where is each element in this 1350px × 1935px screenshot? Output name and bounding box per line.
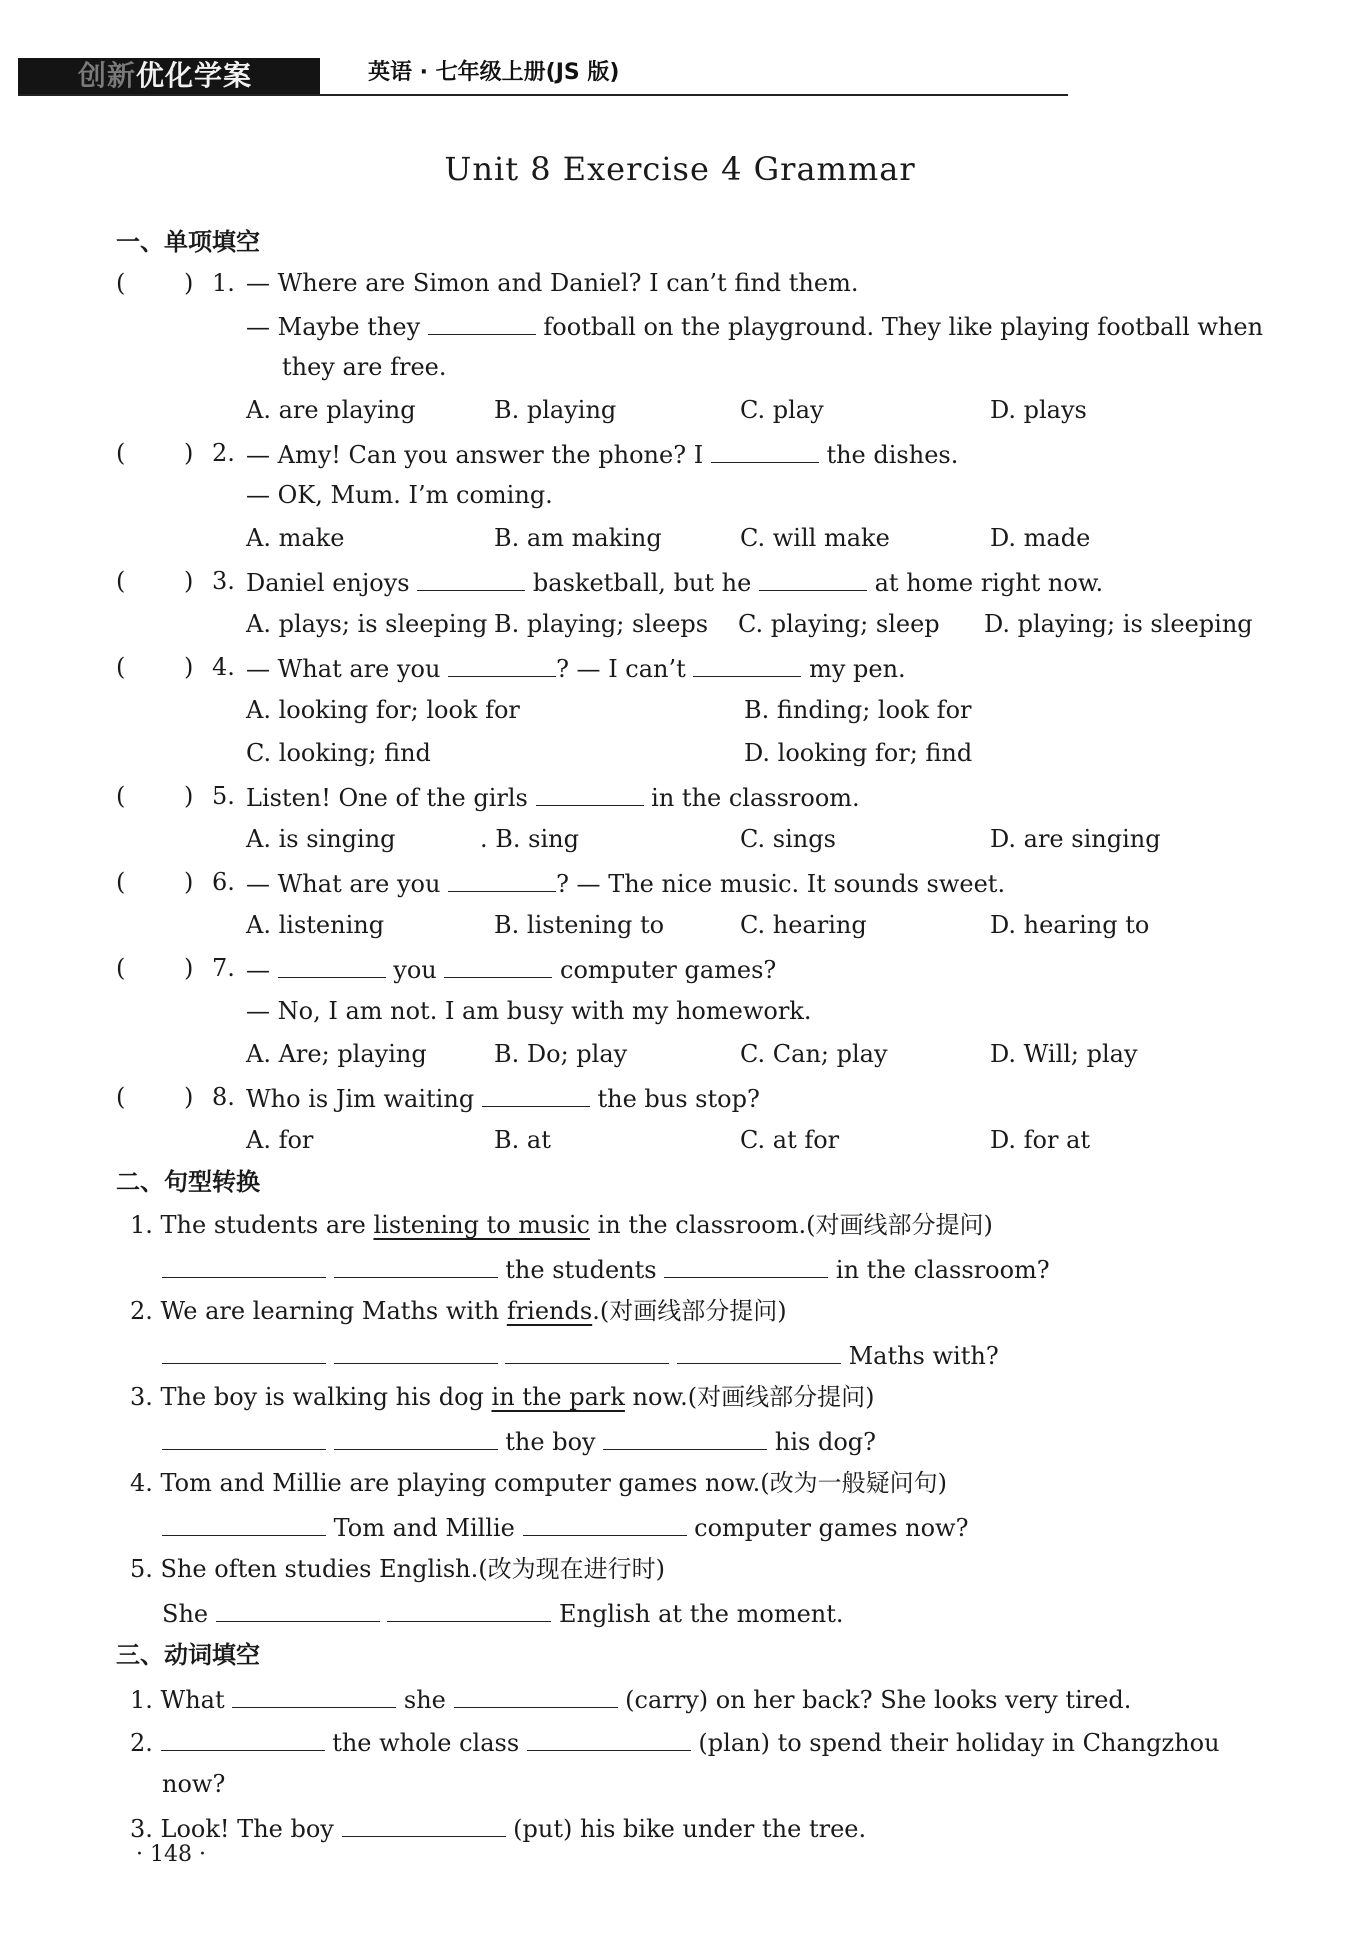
transform-3: 3. The boy is walking his dog in the park now.(对画线部分提问) <box>130 1383 875 1411</box>
option-d[interactable]: D. playing; is sleeping <box>984 610 1253 638</box>
option-c[interactable]: C. sings <box>740 825 836 853</box>
answer-blank[interactable] <box>448 865 556 892</box>
option-a[interactable]: A. plays; is sleeping <box>246 610 488 638</box>
answer-blank[interactable] <box>759 564 867 591</box>
answer-blank[interactable] <box>527 1724 691 1751</box>
answer-blank[interactable] <box>216 1595 380 1622</box>
answer-blank[interactable] <box>536 779 644 806</box>
option-d[interactable]: D. for at <box>990 1126 1091 1154</box>
transform-1-answer: the students in the classroom? <box>162 1251 1050 1287</box>
underlined-part: friends <box>506 1297 593 1325</box>
answer-blank[interactable] <box>693 650 801 677</box>
verb-fill-2: 2. the whole class (plan) to spend their holiday in Changzhou <box>130 1724 1220 1760</box>
answer-blank[interactable] <box>505 1337 669 1364</box>
answer-blank[interactable] <box>454 1681 618 1708</box>
option-c[interactable]: C. hearing <box>740 911 867 939</box>
transform-4-answer: Tom and Millie computer games now? <box>162 1509 968 1545</box>
option-a[interactable]: A. looking for; look for <box>246 696 520 724</box>
option-a[interactable]: A. listening <box>246 911 385 939</box>
page-title: Unit 8 Exercise 4 Grammar <box>444 150 916 188</box>
answer-blank[interactable] <box>482 1080 590 1107</box>
answer-blank[interactable] <box>161 1724 325 1751</box>
option-b[interactable]: B. Do; play <box>494 1040 628 1068</box>
option-a[interactable]: A. Are; playing <box>246 1040 427 1068</box>
answer-blank[interactable] <box>334 1337 498 1364</box>
answer-blank[interactable] <box>417 564 525 591</box>
option-c[interactable]: C. will make <box>740 524 890 552</box>
option-a[interactable]: A. is singing <box>246 825 396 853</box>
option-c[interactable]: C. play <box>740 396 824 424</box>
verb-fill-3: 3. Look! The boy (put) his bike under the tree. <box>130 1810 866 1846</box>
option-b[interactable]: B. at <box>494 1126 551 1154</box>
option-d[interactable]: D. made <box>990 524 1091 552</box>
answer-blank[interactable] <box>523 1509 687 1536</box>
answer-blank[interactable] <box>603 1423 767 1450</box>
option-d[interactable]: D. looking for; find <box>744 739 973 767</box>
book-title: 英语 · 七年级上册(JS 版) <box>368 60 620 85</box>
answer-blank[interactable] <box>162 1423 326 1450</box>
transform-1: 1. The students are listening to music in the classroom.(对画线部分提问) <box>130 1211 993 1239</box>
header-brand: 创新优化学案 <box>78 59 253 92</box>
answer-blank[interactable] <box>162 1337 326 1364</box>
transform-3-answer: the boy his dog? <box>162 1423 876 1459</box>
option-c[interactable]: C. looking; find <box>246 739 431 767</box>
option-b[interactable]: B. playing; sleeps <box>494 610 709 638</box>
answer-blank[interactable] <box>334 1423 498 1450</box>
page-number: · 148 · <box>136 1842 206 1867</box>
worksheet-page: 创新优化学案 英语 · 七年级上册(JS 版) Unit 8 Exercise 4 Grammar 一、单项填空 ( ) 1. — Where are Simon and Daniel? I can’t find them. — Maybe they football on the playground. They like playing football when they are free. A. are playing B. playing C. play D. plays ( ) 2. — Amy! Can you answer the phone? I the dishes. — OK, Mum. I’m coming. A. make B. am making C. will make D. made ( ) 3. Daniel enjoys basketball, but he at home right now. A. plays; is sleeping B. playing; sleeps C. playing; sleep D. playing; is sleeping ( ) 4. — What are you ? — I can’t my pen. A. looking for; look for B. finding; look for C. looking; find D. looking for; find ( ) 5. Listen! One of the girls in the classroom. A. is singing . B. sing C. sings D. are singing ( ) 6. — What are you ? — The nice music. It sounds sweet. A. listening B. listening to C. hearing D. hearing to ( ) 7. — you computer games? — No, I am not. I am busy with my homework. A. Are; playing B. Do; play C. Can; play D. Will; play ( ) 8. Who is Jim waiting the bus stop? A. for B. at C. at for D. for at 二、句型转换 1. The students are listening to music in the classroom.(对画线部分提问) the students in the classroom? 2. We are learning Maths with friends.(对画线部分提问) Maths with? 3. The boy is walking his dog in the park now.(对画线部分提问) the boy his dog? 4. Tom and Millie are playing computer games now.(改为一般疑问句) Tom and Millie computer games now? 5. She often studies English.(改为现在进行时) She English at the moment. 三、动词填空 1. What she (carry) on her back? She looks very tired. 2. the whole class (plan) to spend their holiday in Changzhou now? 3. Look! The boy (put) his bike under the tree. · 148 · <box>0 0 1350 1935</box>
option-c[interactable]: C. at for <box>740 1126 840 1154</box>
transform-4: 4. Tom and Millie are playing computer games now.(改为一般疑问句) <box>130 1469 947 1497</box>
option-b[interactable]: B. am making <box>494 524 662 552</box>
answer-blank[interactable] <box>387 1595 551 1622</box>
answer-blank[interactable] <box>232 1681 396 1708</box>
answer-blank[interactable] <box>428 308 536 335</box>
option-d[interactable]: D. Will; play <box>990 1040 1138 1068</box>
transform-2-answer: Maths with? <box>162 1337 999 1373</box>
header-rule <box>18 94 1068 96</box>
answer-blank[interactable] <box>444 951 552 978</box>
transform-5-answer: She English at the moment. <box>162 1595 844 1631</box>
option-c[interactable]: C. playing; sleep <box>738 610 940 638</box>
option-a[interactable]: A. are playing <box>246 396 416 424</box>
option-b[interactable]: B. listening to <box>494 911 665 939</box>
answer-blank[interactable] <box>711 436 819 463</box>
option-d[interactable]: D. are singing <box>990 825 1161 853</box>
transform-2: 2. We are learning Maths with friends.(对画线部分提问) <box>130 1297 787 1325</box>
option-d[interactable]: D. hearing to <box>990 911 1150 939</box>
answer-blank[interactable] <box>334 1251 498 1278</box>
option-b[interactable]: B. playing <box>494 396 617 424</box>
underlined-part: listening to music <box>373 1211 590 1239</box>
answer-blank[interactable] <box>162 1509 326 1536</box>
section-heading-1: 一、单项填空 <box>116 228 260 256</box>
option-b[interactable]: . B. sing <box>480 825 579 853</box>
answer-blank[interactable] <box>677 1337 841 1364</box>
section-heading-3: 三、动词填空 <box>116 1641 260 1669</box>
transform-5: 5. She often studies English.(改为现在进行时) <box>130 1555 665 1583</box>
answer-blank[interactable] <box>278 951 386 978</box>
answer-blank[interactable] <box>664 1251 828 1278</box>
option-c[interactable]: C. Can; play <box>740 1040 888 1068</box>
answer-blank[interactable] <box>448 650 556 677</box>
answer-blank[interactable] <box>162 1251 326 1278</box>
underlined-part: in the park <box>491 1383 625 1411</box>
option-b[interactable]: B. finding; look for <box>744 696 972 724</box>
option-a[interactable]: A. for <box>246 1126 314 1154</box>
answer-blank[interactable] <box>342 1810 506 1837</box>
verb-fill-1: 1. What she (carry) on her back? She looks very tired. <box>130 1681 1131 1717</box>
option-d[interactable]: D. plays <box>990 396 1087 424</box>
option-a[interactable]: A. make <box>246 524 345 552</box>
section-heading-2: 二、句型转换 <box>116 1168 260 1196</box>
